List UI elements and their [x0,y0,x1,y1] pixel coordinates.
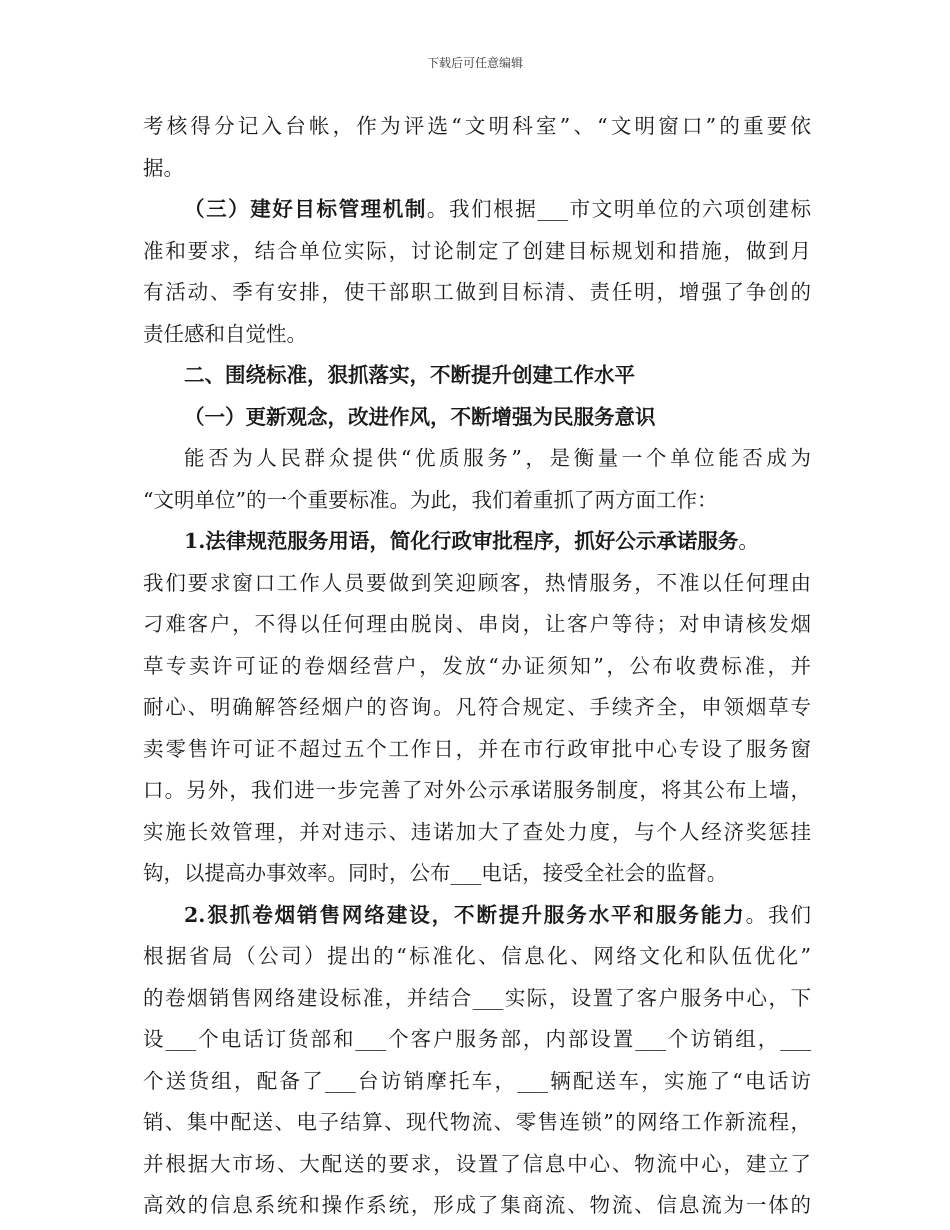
text-line [143,438,811,480]
text-line [143,978,811,1020]
text-run: 根据省局（公司）提出的“标准化、信息化、网络文化和队伍优化” [143,944,811,968]
text-run: 的卷烟销售网络建设标准，并结合___实际，设置了客户服务中心，下 [143,985,811,1010]
text-run: 个送货组，配备了___台访销摩托车，___辆配送车，实施了“电话访 [143,1068,811,1093]
text-run: 草专卖许可证的卷烟经营户，发放“办证须知”，公布收费标准，并 [143,653,811,678]
text-line [143,1185,811,1227]
text-run: 。我们 [745,902,811,927]
text-line [143,355,811,397]
text-line [143,521,811,563]
text-line [143,231,811,273]
text-run: 。我们根据___市文明单位的六项创建标 [426,197,811,221]
text-line [143,770,811,812]
bold-text-run: 1.法律规范服务用语，简化行政审批程序，抓好公示承诺服务 [184,529,739,553]
text-line [143,687,811,729]
text-run: 我们要求窗口工作人员要做到笑迎顾客，热情服务，不准以任何理由 [143,570,811,595]
text-line [143,148,811,190]
text-run: 准和要求，结合单位实际，讨论制定了创建目标规划和措施，做到月 [143,238,811,263]
text-run: 卖零售许可证不超过五个工作日，并在市行政审批中心专设了服务窗 [143,736,811,761]
text-run: 考核得分记入台帐，作为评选“文明科室”、“文明窗口”的重要依 [143,114,811,138]
text-line [143,189,811,231]
text-run: “文明单位”的一个重要标准。为此，我们着重抓了两方面工作： [143,487,718,512]
text-line [143,812,811,854]
text-run: 能否为人民群众提供“优质服务”，是衡量一个单位能否成为 [184,446,811,470]
text-line [143,397,811,439]
text-line [143,1144,811,1186]
text-run: 据。 [143,155,184,180]
text-run: 。 [738,529,759,553]
text-line [143,646,811,688]
text-run: 销、集中配送、电子结算、现代物流、零售连锁”的网络工作新流程， [143,1110,811,1134]
bold-text-run: 二、围绕标准，狠抓落实，不断提升创建工作水平 [184,363,635,387]
text-line [143,480,811,522]
text-run: 口。另外，我们进一步完善了对外公示承诺服务制度，将其公布上墙， [143,778,811,802]
text-run: 耐心、明确解答经烟户的咨询。凡符合规定、手续齐全，申领烟草专 [143,695,811,719]
text-line [143,936,811,978]
text-run: 实施长效管理，并对违示、违诺加大了查处力度，与个人经济奖惩挂 [143,819,811,844]
text-line [143,604,811,646]
text-line [143,729,811,771]
text-line [143,853,811,895]
bold-text-run: （三）建好目标管理机制 [184,197,427,221]
text-run: 钩，以提高办事效率。同时，公布___电话，接受全社会的监督。 [143,861,728,885]
text-run: 高效的信息系统和操作系统，形成了集商流、物流、信息流为一体的 [143,1193,811,1217]
bold-text-run: 2.狠抓卷烟销售网络建设，不断提升服务水平和服务能力 [184,902,746,927]
text-line [143,1061,811,1103]
text-line [143,563,811,605]
text-line [143,1102,811,1144]
text-line [143,895,811,937]
text-run: 有活动、季有安排，使干部职工做到目标清、责任明，增强了争创的 [143,280,811,304]
text-run: 刁难客户，不得以任何理由脱岗、串岗，让客户等待；对申请核发烟 [143,612,811,636]
text-run: 并根据大市场、大配送的要求，设置了信息中心、物流中心，建立了 [143,1151,811,1176]
text-line [143,272,811,314]
text-line [143,1019,811,1061]
page-header: 下载后可任意编辑 [426,56,523,70]
text-line [143,314,811,356]
text-line [143,106,811,148]
text-run: 设___个电话订货部和___个客户服务部，内部设置___个访销组，___ [143,1027,811,1051]
document-body [143,106,811,1227]
bold-text-run: （一）更新观念，改进作风，不断增强为民服务意识 [184,404,656,429]
text-run: 责任感和自觉性。 [143,321,307,346]
